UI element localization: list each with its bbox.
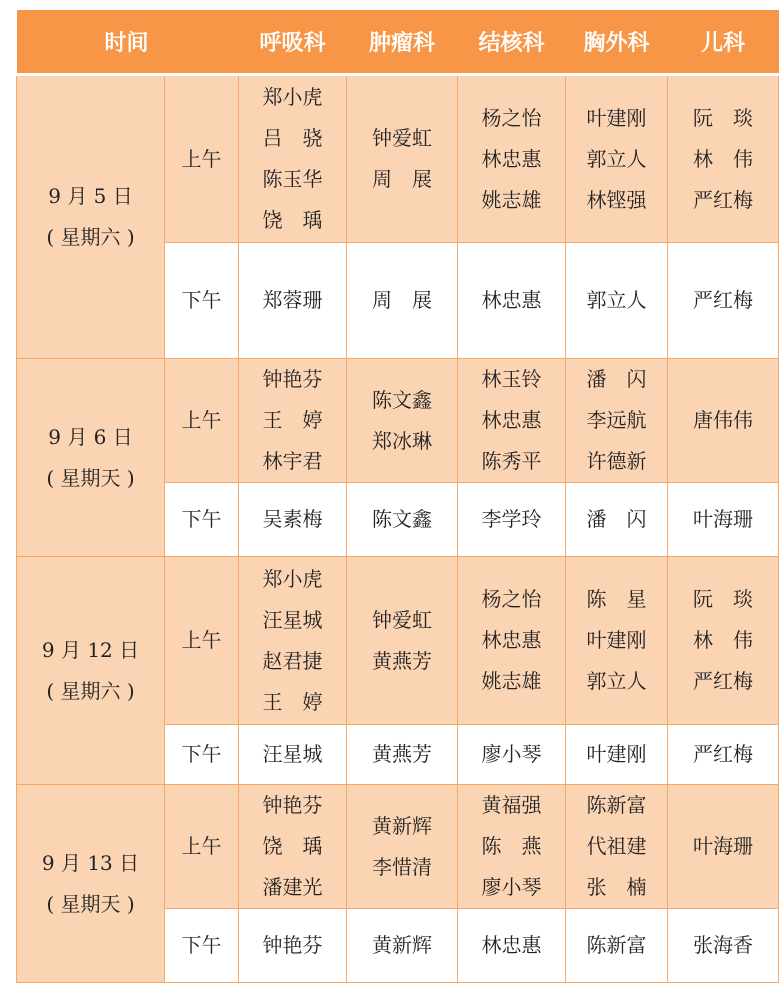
doctor-list [693,579,753,702]
doctor-name: 廖小琴 [481,875,542,899]
thoracic-cell [566,359,668,483]
oncology-cell [347,359,458,483]
thoracic-cell [566,243,668,359]
pediatrics-cell [668,785,779,909]
half-day-label: 上午 [165,785,239,909]
doctor-name: 陈新富 [586,933,647,957]
doctor-name: 郭立人 [586,669,647,693]
doctor-list [263,785,323,908]
pediatrics-cell [668,725,779,785]
tuberculosis-cell [458,243,566,359]
respiratory-cell [239,785,347,909]
half-day-label: 下午 [165,483,239,557]
respiratory-cell [239,725,347,785]
doctor-list [372,734,432,775]
doctor-name: 代祖建 [586,834,647,858]
pediatrics-cell [668,359,779,483]
pediatrics-cell [668,75,779,243]
doctor-list [693,925,753,966]
doctor-name: 钟艳芬 [262,793,323,817]
doctor-name: 钟艳芬 [262,367,323,391]
date-text: 9 月 6 日 [48,424,133,449]
oncology-cell [347,75,458,243]
weekday-text: ( 星期天 ) [46,891,135,916]
half-day-label: 上午 [165,557,239,725]
doctor-name: 郑小虎 [262,85,323,109]
date-text: 9 月 12 日 [41,637,140,662]
doctor-name: 赵君捷 [262,648,323,673]
doctor-list [482,280,542,321]
thoracic-cell [566,785,668,909]
doctor-list [263,925,323,966]
doctor-list [372,118,432,200]
doctor-name: 潘建光 [262,875,323,899]
doctor-list [693,400,753,441]
half-day-label: 上午 [165,359,239,483]
pediatrics-cell [668,909,779,983]
doctor-name: 严红梅 [693,669,754,693]
doctor-name: 郭立人 [586,146,647,171]
doctor-list [587,925,647,966]
pediatrics-cell [668,243,779,359]
doctor-name: 林忠惠 [481,288,542,312]
doctor-name: 林忠惠 [481,146,542,171]
doctor-name: 李惜清 [372,854,433,879]
doctor-list [482,499,542,540]
header-tuberculosis: 结核科 [458,10,566,75]
doctor-name: 廖小琴 [481,742,542,766]
doctor-list [263,359,323,482]
doctor-list [263,280,323,321]
respiratory-cell [239,75,347,243]
tuberculosis-cell [458,725,566,785]
doctor-name: 李远航 [586,408,647,432]
doctor-list [693,98,753,221]
doctor-name: 郑冰琳 [372,428,433,453]
date-text: 9 月 13 日 [41,850,140,875]
doctor-list [482,734,542,775]
weekday-text: ( 星期六 ) [46,225,135,249]
doctor-name: 周 展 [372,167,433,191]
doctor-name: 阮 琰 [693,105,754,130]
doctor-name: 潘 闪 [586,367,647,391]
respiratory-cell [239,483,347,557]
doctor-name: 许德新 [586,449,647,473]
doctor-list [587,280,647,321]
doctor-name: 钟爱虹 [372,126,433,150]
oncology-cell [347,785,458,909]
schedule-row-am [17,785,779,909]
doctor-name: 陈文鑫 [372,387,433,412]
duty-schedule-table [16,10,779,983]
doctor-name: 汪星城 [262,607,323,632]
header-time: 时间 [17,10,239,75]
doctor-list [693,499,753,540]
doctor-list [587,499,647,540]
doctor-name: 叶建刚 [586,105,647,130]
oncology-cell [347,909,458,983]
doctor-list [263,499,323,540]
doctor-name: 叶海珊 [693,507,754,531]
doctor-list [693,280,753,321]
doctor-name: 陈新富 [586,793,647,817]
schedule-row-am [17,359,779,483]
half-day-label: 下午 [165,243,239,359]
date-cell [17,557,165,785]
doctor-name: 陈 星 [586,587,647,611]
doctor-name: 陈秀平 [481,449,542,473]
doctor-name: 黄燕芳 [372,742,433,766]
oncology-cell [347,243,458,359]
doctor-name: 黄新辉 [372,813,433,838]
thoracic-cell [566,909,668,983]
oncology-cell [347,557,458,725]
weekday-text: ( 星期天 ) [46,465,135,490]
doctor-name: 钟爱虹 [372,607,433,632]
doctor-name: 饶 瑀 [262,208,323,232]
doctor-name: 吕 骁 [262,126,323,150]
doctor-list [372,600,432,682]
doctor-name: 姚志雄 [481,669,542,693]
doctor-name: 潘 闪 [586,507,647,531]
doctor-list [482,579,542,702]
tuberculosis-cell [458,557,566,725]
header-respiratory: 呼吸科 [239,10,347,75]
date-text: 9 月 5 日 [48,184,133,208]
half-day-label: 下午 [165,725,239,785]
doctor-name: 陈 燕 [481,834,542,858]
doctor-name: 林忠惠 [481,933,542,957]
doctor-list [482,785,542,908]
doctor-list [587,98,647,221]
doctor-name: 周 展 [372,288,433,312]
doctor-name: 郑蓉珊 [262,288,323,312]
doctor-name: 林忠惠 [481,628,542,652]
doctor-name: 林 伟 [693,628,754,652]
doctor-name: 黄新辉 [372,933,433,957]
doctor-list [372,380,432,462]
doctor-name: 钟艳芬 [262,933,323,957]
doctor-name: 张海香 [693,933,754,957]
doctor-name: 阮 琰 [693,587,754,611]
doctor-list [693,826,753,867]
oncology-cell [347,725,458,785]
date-cell [17,359,165,557]
tuberculosis-cell [458,75,566,243]
doctor-name: 叶海珊 [693,834,754,858]
header-row [17,10,779,75]
doctor-name: 叶建刚 [586,628,647,652]
tuberculosis-cell [458,483,566,557]
doctor-list [372,499,432,540]
doctor-name: 林忠惠 [481,408,542,432]
oncology-cell [347,483,458,557]
respiratory-cell [239,359,347,483]
doctor-list [372,925,432,966]
doctor-list [482,925,542,966]
pediatrics-cell [668,483,779,557]
doctor-name: 张 楠 [586,875,647,899]
doctor-name: 李学玲 [481,507,542,531]
doctor-name: 林铿强 [586,187,647,212]
thoracic-cell [566,557,668,725]
doctor-list [482,359,542,482]
schedule-row-am [17,557,779,725]
tuberculosis-cell [458,909,566,983]
doctor-name: 黄福强 [481,793,542,817]
doctor-name: 杨之怡 [481,105,542,130]
half-day-label: 下午 [165,909,239,983]
doctor-list [263,77,323,241]
doctor-list [263,559,323,723]
doctor-name: 姚志雄 [481,187,542,212]
respiratory-cell [239,557,347,725]
doctor-list [587,579,647,702]
date-cell [17,75,165,359]
doctor-name: 林 伟 [693,146,754,171]
doctor-name: 严红梅 [693,288,754,312]
doctor-name: 杨之怡 [481,587,542,611]
header-pediatrics: 儿科 [668,10,779,75]
doctor-name: 唐伟伟 [693,408,754,432]
doctor-name: 林宇君 [262,449,323,473]
respiratory-cell [239,243,347,359]
tuberculosis-cell [458,785,566,909]
doctor-name: 郑小虎 [262,566,323,591]
doctor-list [372,280,432,321]
pediatrics-cell [668,557,779,725]
doctor-name: 严红梅 [693,742,754,766]
doctor-name: 王 婷 [262,408,323,432]
doctor-name: 郭立人 [586,288,647,312]
header-oncology: 肿瘤科 [347,10,458,75]
thoracic-cell [566,75,668,243]
header-thoracic: 胸外科 [566,10,668,75]
doctor-name: 饶 瑀 [262,834,323,858]
doctor-name: 吴素梅 [262,507,323,531]
respiratory-cell [239,909,347,983]
doctor-list [587,734,647,775]
doctor-list [693,734,753,775]
half-day-label: 上午 [165,75,239,243]
doctor-name: 陈玉华 [262,167,323,191]
doctor-name: 严红梅 [693,187,754,212]
doctor-name: 叶建刚 [586,742,647,766]
doctor-list [372,806,432,888]
doctor-name: 陈文鑫 [372,507,433,531]
doctor-name: 黄燕芳 [372,648,433,673]
schedule-row-am [17,75,779,243]
date-cell [17,785,165,983]
doctor-list [587,359,647,482]
thoracic-cell [566,725,668,785]
doctor-name: 汪星城 [262,742,323,766]
thoracic-cell [566,483,668,557]
tuberculosis-cell [458,359,566,483]
doctor-list [263,734,323,775]
weekday-text: ( 星期六 ) [46,678,135,703]
doctor-name: 林玉铃 [481,367,542,391]
doctor-list [587,785,647,908]
doctor-name: 王 婷 [262,689,323,714]
doctor-list [482,98,542,221]
